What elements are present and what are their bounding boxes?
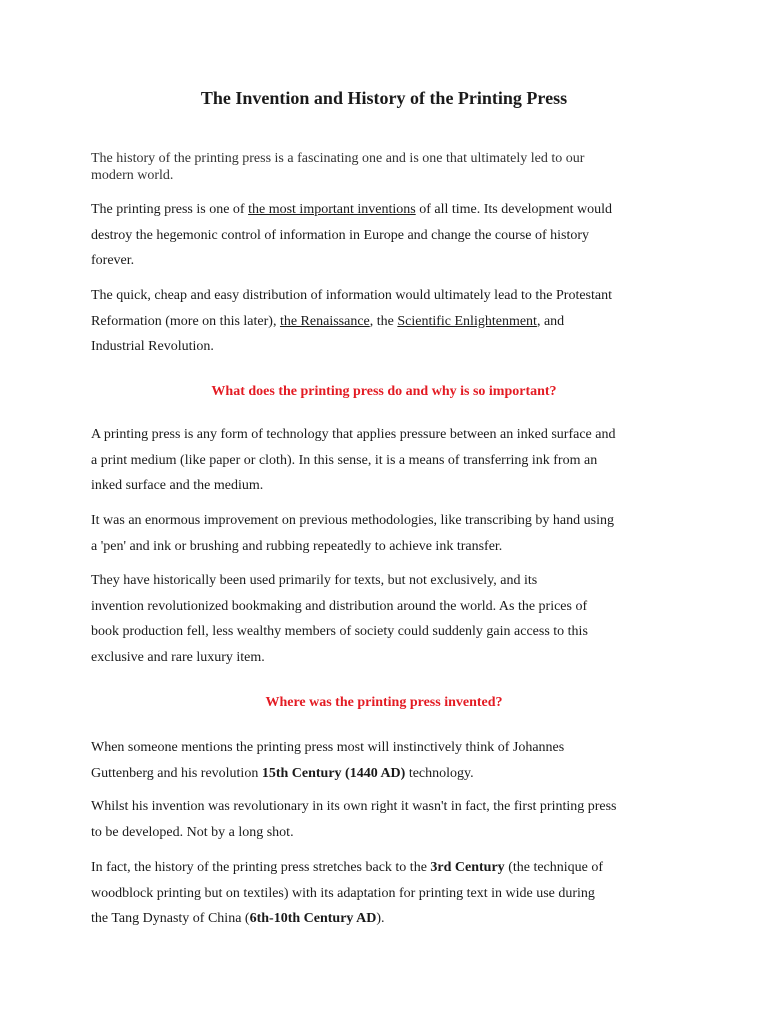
- text-run: , the: [369, 313, 398, 329]
- text-run: of all time. Its development would: [415, 202, 613, 217]
- text-line: book production fell, less wealthy members of society could suddenly gain access to this: [91, 624, 588, 639]
- text-line: modern world.: [91, 168, 174, 183]
- bold-text: 6th-10th Century AD: [249, 911, 377, 926]
- text-run: Reformation (more on this later),: [91, 313, 280, 329]
- page-title: The Invention and History of the Printing Press: [200, 88, 568, 108]
- section-heading-what-does: What does the printing press do and why is so important?: [211, 384, 557, 399]
- paragraph-improvement: [91, 508, 681, 559]
- text-run: In fact, the history of the printing press stretches back to the: [91, 860, 431, 875]
- text-line: Whilst his invention was revolutionary in its own right it wasn't in fact, the first printing press: [91, 799, 617, 814]
- text-line: The quick, cheap and easy distribution of information would ultimately lead to the Protestant: [91, 288, 612, 303]
- paragraph-importance: [91, 197, 681, 274]
- text-line: [91, 761, 681, 787]
- text-line: [91, 197, 681, 223]
- paragraph-not-first: [91, 794, 681, 845]
- text-line: forever.: [91, 253, 135, 268]
- text-line: They have historically been used primarily for texts, but not exclusively, and its: [91, 573, 538, 588]
- paragraph-guttenberg: [91, 735, 681, 786]
- text-line: to be developed. Not by a long shot.: [91, 824, 294, 840]
- text-line: [91, 906, 681, 932]
- intro-paragraph: [91, 150, 681, 184]
- text-line: exclusive and rare luxury item.: [91, 649, 265, 665]
- text-run: (the technique of: [504, 860, 604, 875]
- link-scientific-enlightenment[interactable]: Scientific Enlightenment: [397, 313, 537, 329]
- text-line: The history of the printing press is a fascinating one and is one that ultimately led to our: [91, 151, 585, 166]
- text-line: inked surface and the medium.: [91, 478, 264, 493]
- text-line: [91, 855, 681, 881]
- bold-text: 15th Century (1440 AD): [261, 765, 406, 781]
- text-line: When someone mentions the printing press most will instinctively think of Johannes: [91, 740, 565, 755]
- text-run: technology.: [405, 765, 474, 781]
- section-heading-where-invented: Where was the printing press invented?: [265, 695, 503, 710]
- text-run: , and: [536, 313, 565, 329]
- paragraph-definition: [91, 422, 681, 499]
- text-run: Guttenberg and his revolution: [91, 765, 262, 781]
- text-line: a 'pen' and ink or brushing and rubbing repeatedly to achieve ink transfer.: [91, 538, 503, 554]
- text-run: ).: [376, 911, 385, 926]
- paragraph-history-of-use: [91, 568, 681, 670]
- bold-text: 3rd Century: [430, 860, 505, 875]
- text-run: The printing press is one of: [91, 202, 249, 217]
- link-renaissance[interactable]: the Renaissance: [279, 313, 370, 329]
- text-line: Industrial Revolution.: [91, 339, 214, 354]
- text-line: a print medium (like paper or cloth). In this sense, it is a means of transferring ink from an: [91, 452, 598, 468]
- text-line: woodblock printing but on textiles) with its adaptation for printing text in wide use during: [91, 885, 595, 901]
- paragraph-distribution: [91, 283, 681, 360]
- text-line: A printing press is any form of technology that applies pressure between an inked surface and: [91, 427, 616, 442]
- text-run: the Tang Dynasty of China (: [91, 911, 250, 926]
- text-line: destroy the hegemonic control of information in Europe and change the course of history: [91, 227, 590, 243]
- text-line: It was an enormous improvement on previous methodologies, like transcribing by hand using: [91, 513, 614, 528]
- link-most-important-inventions[interactable]: the most important inventions: [248, 202, 416, 217]
- text-line: [91, 309, 681, 335]
- paragraph-early-history: [91, 855, 681, 932]
- text-line: invention revolutionized bookmaking and distribution around the world. As the prices of: [91, 598, 588, 614]
